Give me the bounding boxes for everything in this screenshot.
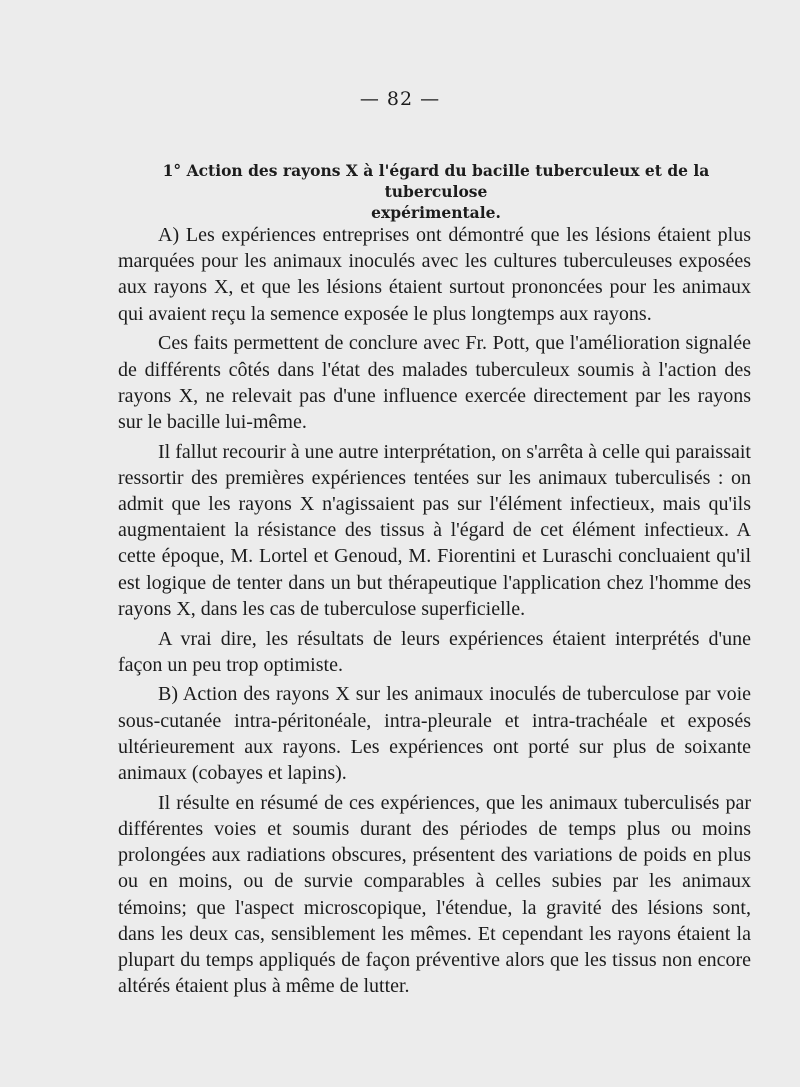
- body-text: [118, 222, 751, 1003]
- paragraph-summary: Il résulte en résumé de ces expériences, que les animaux tuberculisés par différentes voies et soumis durant des périodes de temps plus ou moins prolongées aux radiations obscures, présentent des variations de poids en plus ou en moins, ou de survie comparables à celles subies par les animaux témoins; que l'aspect microscopique, l'étendue, la gravité des lésions sont, dans les deux cas, sensiblement les mêmes. Et cependant les rayons étaient la plupart du temps appliqués de façon préventive alors que les tissus non encore altérés étaient plus à même de lutter.: [118, 791, 751, 998]
- paragraph-interpretation: Il fallut recourir à une autre interprétation, on s'arrêta à celle qui paraissait ressortir des premières expériences tentées sur les animaux tuberculisés : on admit que les rayons X n'agissaient pas sur l'élément infectieux, mais qu'ils augmentaient la résistance des tissus à l'égard de cet élément infectieux. A cette époque, M. Lortel et Genoud, M. Fiorentini et Luraschi concluaient qu'il est logique de tenter dans un but thérapeutique l'application chez l'homme des rayons X, dans les cas de tuberculose superficielle.: [118, 440, 751, 620]
- page-number: — 82 —: [359, 88, 441, 110]
- paragraph-pott-conclusion: Ces faits permettent de conclure avec Fr. Pott, que l'amélioration signalée de différents côtés dans l'état des malades tuberculeux soumis à l'action des rayons X, ne relevait pas d'une influence exercée directement par les rayons sur le bacille lui-même.: [118, 332, 751, 433]
- paragraph-optimism: A vrai dire, les résultats de leurs expériences étaient interprétés d'une façon un peu trop optimiste.: [118, 627, 751, 676]
- section-title-line-2: expérimentale.: [371, 203, 501, 222]
- section-title-line-1: 1° Action des rayons X à l'égard du bacille tuberculeux et de la tuberculose: [162, 161, 710, 201]
- paragraph-a-lesions: A) Les expériences entreprises ont démontré que les lésions étaient plus marquées pour les animaux inoculés avec les cultures tuberculeuses exposées aux rayons X, et que les lésions étaient surtout prononcées pour les animaux qui avaient reçu la semence exposée le plus longtemps aux rayons.: [118, 224, 751, 325]
- section-title: [118, 160, 754, 223]
- paragraph-b-inoculation: B) Action des rayons X sur les animaux inoculés de tuberculose par voie sous-cutanée intra-péritonéale, intra-pleurale et intra-trachéale et exposés ultérieurement aux rayons. Les expériences ont porté sur plus de soixante animaux (cobayes et lapins).: [118, 683, 751, 785]
